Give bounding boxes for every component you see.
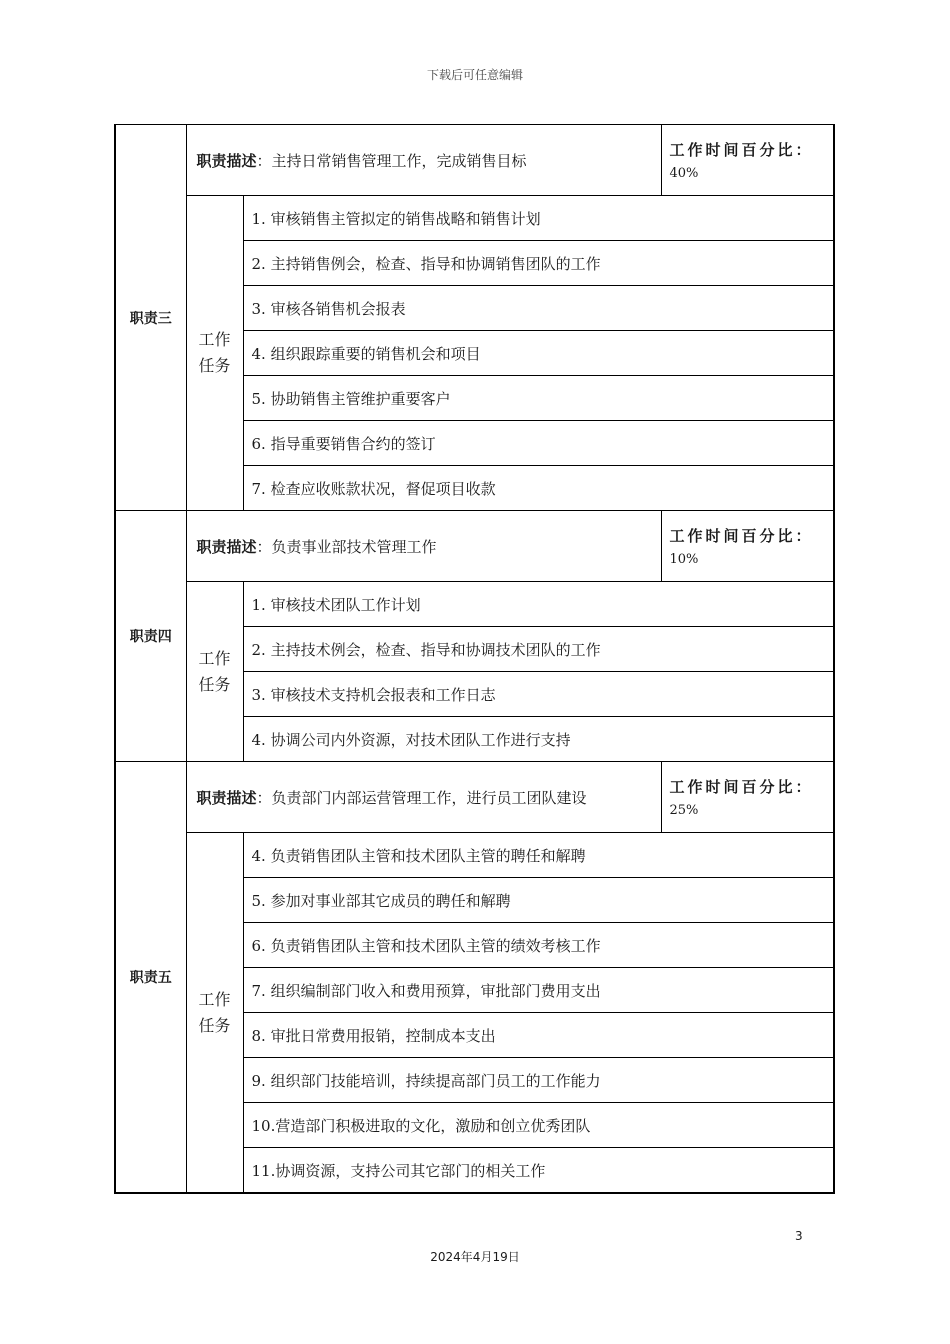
task-item: 9. 组织部门技能培训，持续提高部门员工的工作能力 bbox=[243, 1058, 834, 1103]
task-item: 4. 协调公司内外资源，对技术团队工作进行支持 bbox=[243, 717, 834, 762]
work-tasks-label-line2: 任务 bbox=[198, 356, 231, 375]
work-tasks-label-line1: 工作 bbox=[198, 330, 231, 349]
footer-date: 2024年4月19日 bbox=[430, 1250, 520, 1264]
duties-table-container bbox=[114, 124, 835, 1194]
task-item: 5. 协助销售主管维护重要客户 bbox=[243, 376, 834, 421]
work-time-percentage bbox=[661, 125, 834, 196]
task-item: 3. 审核技术支持机会报表和工作日志 bbox=[243, 672, 834, 717]
duty-label: 职责四 bbox=[115, 511, 186, 762]
task-row bbox=[115, 833, 834, 878]
page-header: 下载后可任意编辑 bbox=[426, 68, 523, 82]
work-tasks-label-line1: 工作 bbox=[198, 989, 231, 1009]
work-time-percentage-label: 工作时间百分比： bbox=[669, 778, 814, 796]
task-item: 2. 主持技术例会，检查、指导和协调技术团队的工作 bbox=[243, 627, 834, 672]
task-item: 4. 负责销售团队主管和技术团队主管的聘任和解聘 bbox=[243, 833, 834, 878]
task-item: 11.协调资源，支持公司其它部门的相关工作 bbox=[243, 1148, 834, 1194]
duty-description-text: 负责事业部技术管理工作 bbox=[271, 537, 437, 556]
task-row bbox=[115, 582, 834, 627]
duty-description bbox=[186, 511, 661, 582]
task-item: 1. 审核技术团队工作计划 bbox=[243, 582, 834, 627]
task-item: 6. 负责销售团队主管和技术团队主管的绩效考核工作 bbox=[243, 923, 834, 968]
task-item: 10.营造部门积极进取的文化，激励和创立优秀团队 bbox=[243, 1103, 834, 1148]
duty-desc-row bbox=[115, 511, 834, 582]
work-tasks-label bbox=[186, 196, 243, 511]
task-item: 7. 组织编制部门收入和费用预算，审批部门费用支出 bbox=[243, 968, 834, 1013]
duty-description bbox=[186, 125, 661, 196]
task-item: 5. 参加对事业部其它成员的聘任和解聘 bbox=[243, 878, 834, 923]
task-item: 3. 审核各销售机会报表 bbox=[243, 286, 834, 331]
work-time-percentage-value: 40% bbox=[669, 166, 699, 181]
duty-description-key: 职责描述 bbox=[196, 151, 257, 170]
work-tasks-label-line2: 任务 bbox=[198, 1015, 231, 1035]
duty-description-separator: ： bbox=[256, 151, 272, 170]
work-time-percentage-label: 工作时间百分比： bbox=[669, 527, 814, 545]
task-item: 2. 主持销售例会，检查、指导和协调销售团队的工作 bbox=[243, 241, 834, 286]
task-item: 6. 指导重要销售合约的签订 bbox=[243, 421, 834, 466]
work-tasks-label bbox=[186, 582, 243, 762]
duty-description bbox=[186, 762, 661, 833]
duty-description-separator: ： bbox=[256, 537, 272, 556]
work-tasks-label-line1: 工作 bbox=[198, 648, 231, 668]
duty-description-text: 主持日常销售管理工作，完成销售目标 bbox=[271, 151, 527, 170]
task-item: 4. 组织跟踪重要的销售机会和项目 bbox=[243, 331, 834, 376]
duties-table bbox=[114, 124, 835, 1194]
duty-description-text: 负责部门内部运营管理工作，进行员工团队建设 bbox=[271, 788, 587, 807]
duty-desc-row bbox=[115, 125, 834, 196]
duty-description-separator: ： bbox=[256, 788, 272, 807]
task-row bbox=[115, 196, 834, 241]
work-time-percentage bbox=[661, 762, 834, 833]
task-item: 1. 审核销售主管拟定的销售战略和销售计划 bbox=[243, 196, 834, 241]
work-time-percentage-value: 10% bbox=[669, 552, 699, 567]
task-item: 7. 检查应收账款状况，督促项目收款 bbox=[243, 466, 834, 511]
duty-description-key: 职责描述 bbox=[196, 788, 257, 807]
task-item: 8. 审批日常费用报销，控制成本支出 bbox=[243, 1013, 834, 1058]
work-time-percentage-value: 25% bbox=[669, 803, 699, 818]
duty-label: 职责五 bbox=[115, 762, 186, 1194]
page-number: 3 bbox=[795, 1229, 803, 1243]
duty-desc-row bbox=[115, 762, 834, 833]
duty-label: 职责三 bbox=[115, 125, 186, 511]
work-tasks-label-line2: 任务 bbox=[198, 674, 231, 694]
work-time-percentage-label: 工作时间百分比： bbox=[669, 141, 814, 159]
work-time-percentage bbox=[661, 511, 834, 582]
duty-description-key: 职责描述 bbox=[196, 537, 257, 556]
work-tasks-label bbox=[186, 833, 243, 1194]
